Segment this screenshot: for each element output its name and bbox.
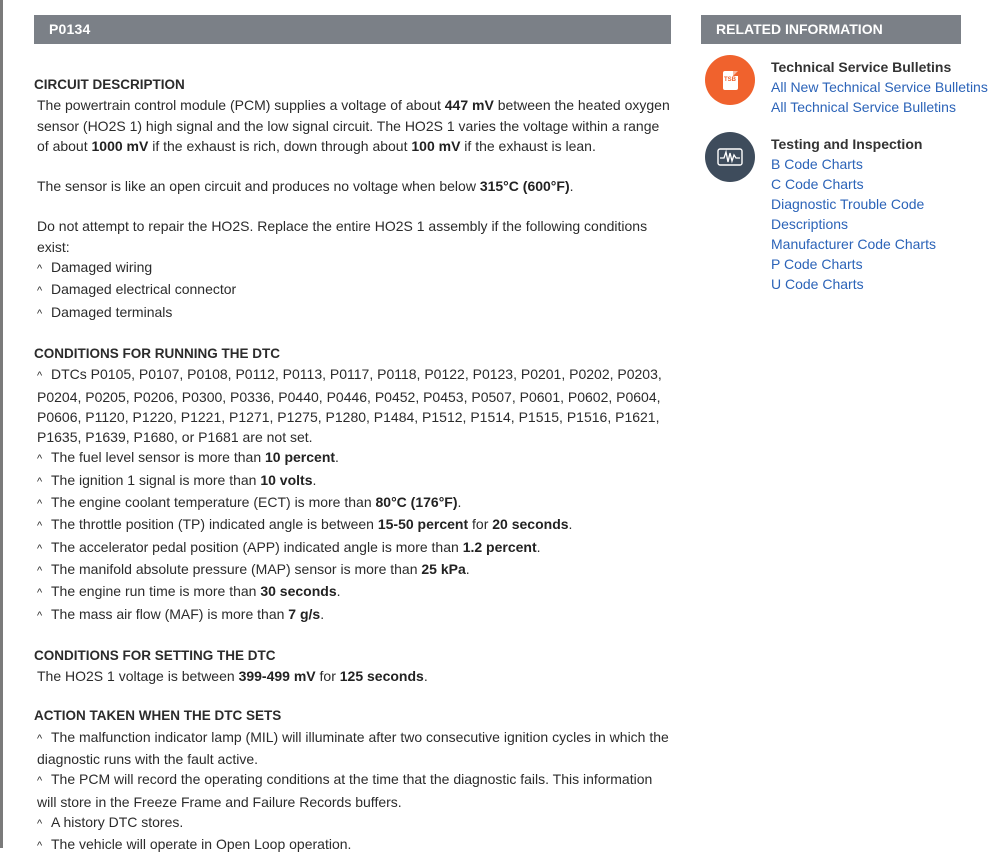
section-title-setting: CONDITIONS FOR SETTING THE DTC — [34, 647, 276, 663]
caret-icon: ^ — [37, 370, 43, 383]
text: The accelerator pedal position (APP) indicated angle is more than — [51, 538, 463, 555]
list-item-text: The vehicle will operate in Open Loop operation. — [51, 836, 352, 853]
text: The sensor is like an open circuit and produces no voltage when below — [37, 178, 480, 195]
list-item — [34, 257, 671, 279]
link-u-code-charts[interactable]: U Code Charts — [771, 276, 864, 292]
tsb-icon — [705, 55, 755, 105]
text: . — [336, 583, 341, 600]
caret-icon: ^ — [37, 775, 43, 788]
caret-icon: ^ — [37, 840, 43, 853]
text: between the heated oxygen sensor (HO2S 1) high signal and the low signal circuit. The HO2S 1 varies the voltage within a range of about — [37, 97, 670, 154]
tsb-group — [724, 57, 988, 117]
article-body — [34, 75, 671, 857]
link-p-code-charts[interactable]: P Code Charts — [771, 256, 863, 272]
text: for — [468, 516, 493, 533]
value: 447 mV — [444, 97, 494, 114]
text: The ignition 1 signal is more than — [51, 471, 261, 488]
list-item — [34, 364, 671, 447]
list-item — [34, 279, 671, 301]
testing-group — [771, 134, 961, 294]
list-item-text: DTCs P0105, P0107, P0108, P0112, P0113, P0117, P0118, P0122, P0123, P0201, P0202, P0203, P0204, P0205, P0206, P0300, P0336, P0440, P0446, P0452, P0453, P0507, P0601, P0602, P0604, P0606, P1120, P1220, P1221, P1271, P1275, P1280, P1484, P1512, P1514, P1515, P1516, P1621, P1635, P1639, P1680, or P1681 are not set. — [37, 366, 662, 446]
link-b-code-charts[interactable]: B Code Charts — [771, 156, 863, 172]
caret-icon: ^ — [37, 542, 43, 555]
caret-icon: ^ — [37, 587, 43, 600]
list-item — [34, 447, 671, 469]
value: 125 seconds — [339, 668, 424, 685]
list-item — [34, 514, 671, 536]
list-item — [34, 581, 671, 603]
value: 10 volts — [260, 471, 313, 488]
caret-icon: ^ — [37, 453, 43, 466]
list-item-text: Damaged wiring — [51, 259, 153, 276]
waveform-icon-glyph — [717, 148, 743, 166]
related-information-panel — [701, 15, 988, 294]
waveform-icon — [705, 132, 755, 182]
value: 1.2 percent — [462, 538, 537, 555]
text: if the exhaust is rich, down through about — [148, 137, 412, 154]
caret-icon: ^ — [37, 307, 43, 320]
caret-icon: ^ — [37, 817, 43, 830]
text: The manifold absolute pressure (MAP) sensor is more than — [51, 560, 422, 577]
link-dtc-descriptions-cont[interactable]: Descriptions — [771, 216, 849, 232]
value: 30 seconds — [260, 583, 337, 600]
link-c-code-charts[interactable]: C Code Charts — [771, 176, 864, 192]
left-border — [0, 0, 3, 848]
caret-icon: ^ — [37, 732, 43, 745]
list-item-text: Damaged electrical connector — [51, 281, 237, 298]
link-dtc-descriptions[interactable]: Diagnostic Trouble Code — [771, 196, 925, 212]
text: for — [315, 668, 340, 685]
testing-title: Testing and Inspection — [771, 136, 923, 152]
list-item — [34, 302, 671, 324]
list-item-text: A history DTC stores. — [51, 813, 184, 830]
value: 80°C (176°F) — [375, 494, 458, 511]
text: The engine coolant temperature (ECT) is more than — [51, 494, 376, 511]
related-title: RELATED INFORMATION — [701, 15, 961, 44]
main-content — [34, 15, 671, 857]
tsb-link-all[interactable]: All Technical Service Bulletins — [771, 99, 956, 115]
text: . — [568, 516, 573, 533]
text: . — [457, 494, 462, 511]
list-item — [34, 604, 671, 626]
tsb-title: Technical Service Bulletins — [771, 59, 952, 75]
list-item-text: The PCM will record the operating conditions at the time that the diagnostic fails. This information will store in the Freeze Frame and Failure Records buffers. — [37, 771, 653, 810]
list-item — [34, 812, 671, 834]
text: The powertrain control module (PCM) supplies a voltage of about — [37, 97, 445, 114]
section-title-running: CONDITIONS FOR RUNNING THE DTC — [34, 345, 280, 361]
caret-icon: ^ — [37, 285, 43, 298]
text: The throttle position (TP) indicated angle is between — [51, 516, 378, 533]
caret-icon: ^ — [37, 498, 43, 511]
value: 25 kPa — [421, 560, 466, 577]
text: The fuel level sensor is more than — [51, 449, 265, 466]
tsb-link-new[interactable]: All New Technical Service Bulletins — [771, 79, 988, 95]
value: 10 percent — [265, 449, 336, 466]
circuit-paragraph-3: Do not attempt to repair the HO2S. Replace the entire HO2S 1 assembly if the following conditions exist: — [37, 218, 648, 255]
link-manufacturer-code-charts[interactable]: Manufacturer Code Charts — [771, 236, 936, 252]
list-item-text: Damaged terminals — [51, 303, 173, 320]
text: . — [569, 178, 574, 195]
section-title-action: ACTION TAKEN WHEN THE DTC SETS — [34, 708, 282, 724]
caret-icon: ^ — [37, 564, 43, 577]
list-item-text: The malfunction indicator lamp (MIL) will illuminate after two consecutive ignition cycles in which the diagnostic runs with the fault active. — [37, 728, 669, 768]
text: The mass air flow (MAF) is more than — [51, 605, 289, 622]
caret-icon: ^ — [37, 609, 43, 622]
value: 399-499 mV — [238, 668, 316, 685]
text: . — [423, 668, 428, 685]
text: The HO2S 1 voltage is between — [37, 668, 239, 685]
text: . — [536, 538, 541, 555]
list-item — [34, 727, 671, 770]
setting-paragraph — [34, 666, 671, 686]
caret-icon: ^ — [37, 475, 43, 488]
document-icon: TSB — [723, 71, 738, 90]
list-item — [34, 834, 671, 856]
list-item — [34, 470, 671, 492]
caret-icon: ^ — [37, 520, 43, 533]
value: 1000 mV — [91, 137, 149, 154]
text: . — [335, 449, 339, 466]
caret-icon: ^ — [37, 263, 43, 276]
circuit-paragraph-1 — [34, 95, 671, 156]
section-title-circuit: CIRCUIT DESCRIPTION — [34, 77, 185, 92]
value: 15-50 percent — [377, 516, 469, 533]
value: 100 mV — [411, 137, 461, 154]
list-item — [34, 769, 671, 812]
list-item — [34, 492, 671, 514]
circuit-paragraph-2 — [34, 176, 671, 196]
value: 315°C (600°F) — [479, 178, 570, 195]
text: . — [465, 560, 470, 577]
page-title: P0134 — [34, 15, 671, 44]
text: The engine run time is more than — [51, 583, 261, 600]
text: . — [320, 605, 325, 622]
text: if the exhaust is lean. — [460, 137, 596, 154]
value: 7 g/s — [288, 605, 321, 622]
text: . — [312, 471, 317, 488]
list-item — [34, 537, 671, 559]
value: 20 seconds — [492, 516, 569, 533]
list-item — [34, 559, 671, 581]
